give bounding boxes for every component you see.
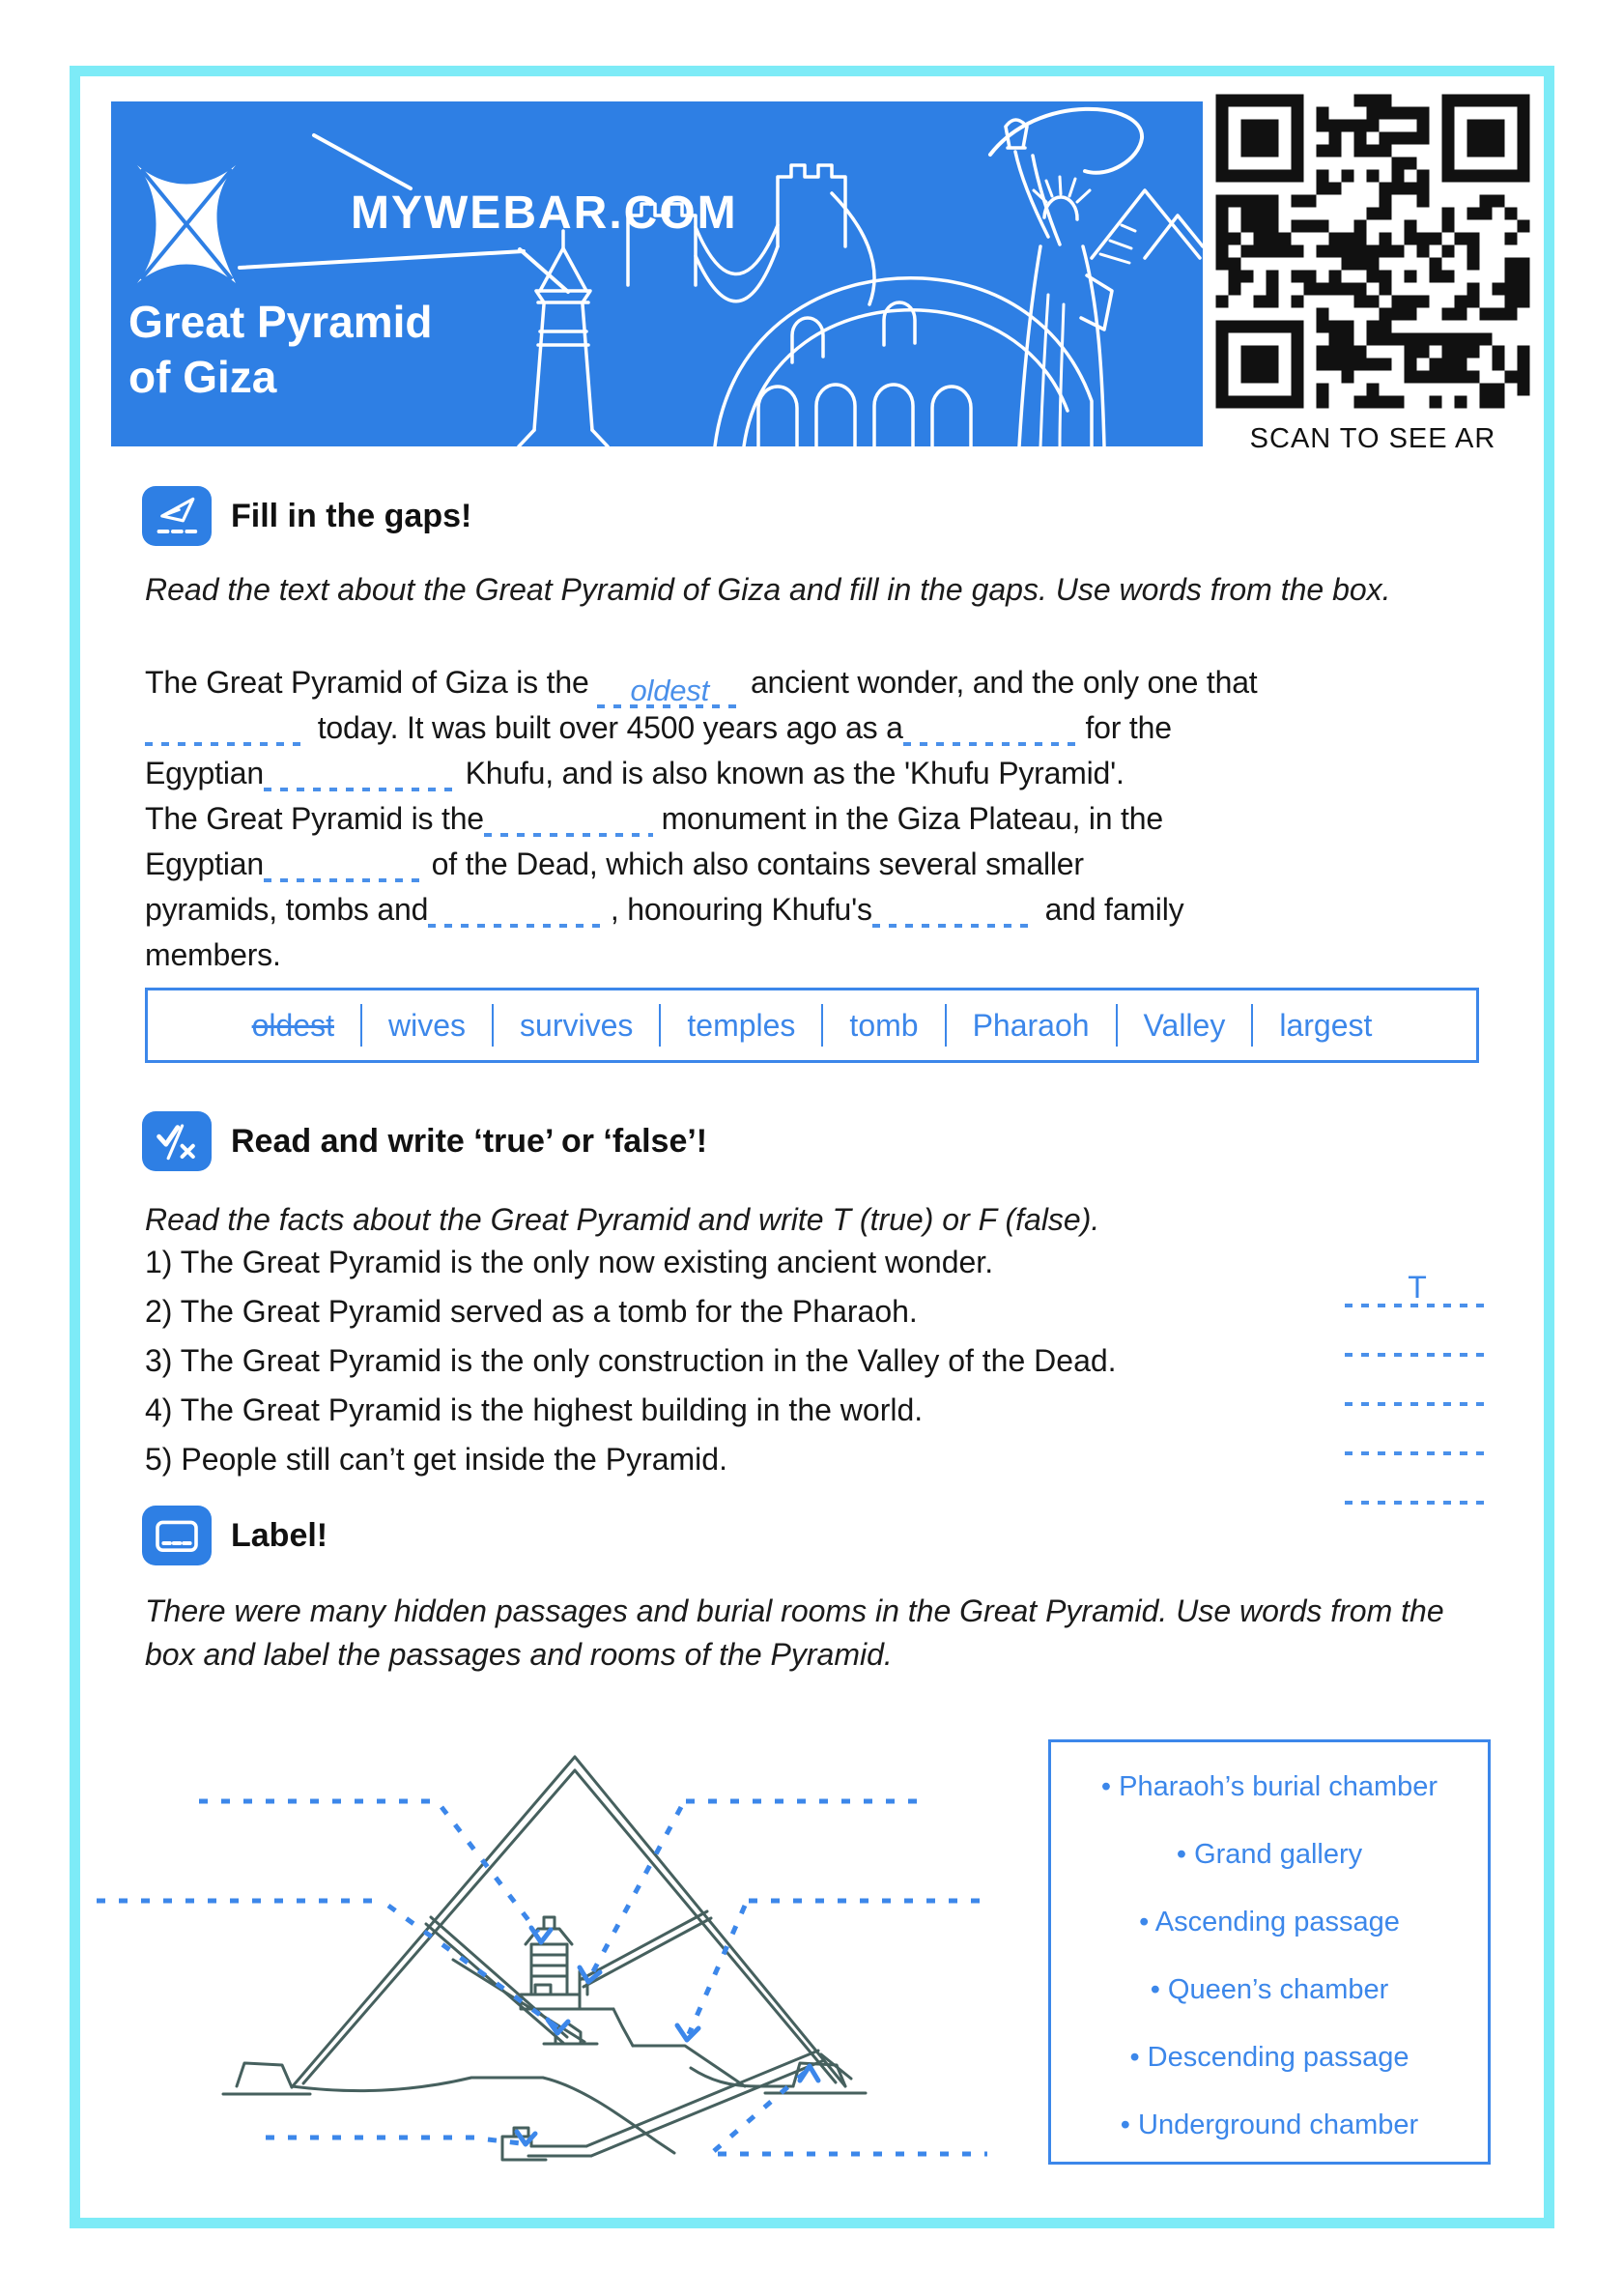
ray-line	[240, 251, 524, 268]
statue-of-liberty-icon	[1006, 120, 1112, 446]
true-false-item	[145, 1442, 1490, 1491]
paragraph-line	[145, 842, 1497, 887]
answer-slot	[1345, 1417, 1490, 1455]
pyramids-icon	[1092, 190, 1203, 263]
landmarks-group	[519, 109, 1203, 446]
paragraph-line	[145, 751, 1497, 796]
true-false-text: 3) The Great Pyramid is the only construction in the Valley of the Dead.	[145, 1343, 1117, 1378]
paragraph-text: ancient wonder, and the only one that	[742, 665, 1258, 700]
word-box-item: temples	[659, 1004, 821, 1047]
gap-blank	[872, 893, 1037, 928]
paragraph-text: , honouring Khufu's	[602, 892, 872, 927]
pencil-draw-icon	[142, 486, 212, 546]
paragraph-text: for the	[1076, 710, 1172, 745]
pyramid-label: • Pharaoh’s burial chamber	[1061, 1771, 1478, 1803]
paragraph-text: The Great Pyramid of Giza is the	[145, 665, 598, 700]
gap-blank	[145, 711, 309, 746]
paragraph-line	[145, 705, 1497, 751]
true-false-heading: Read and write ‘true’ or ‘false’!	[231, 1122, 708, 1160]
qr-code-icon	[1213, 92, 1532, 411]
brand-name: MYWEBAR.COM	[351, 187, 738, 239]
paragraph-text: today. It was built over 4500 years ago as a	[309, 710, 903, 745]
diagram-labels-list	[1051, 1742, 1488, 2141]
answer-slot	[1345, 1367, 1490, 1406]
label-box-icon	[142, 1506, 212, 1565]
gap-blank	[264, 847, 423, 882]
gap-blank	[903, 711, 1077, 746]
pyramid-label: • Queen’s chamber	[1061, 1974, 1478, 2006]
qr-block	[1212, 92, 1533, 455]
colosseum-icon	[715, 278, 1092, 446]
label-heading-row	[142, 1506, 327, 1565]
answer-slot	[1345, 1318, 1490, 1357]
gap-blank	[484, 802, 653, 837]
true-false-text: 2) The Great Pyramid served as a tomb for the Pharaoh.	[145, 1294, 918, 1329]
gap-answer: oldest	[630, 674, 710, 707]
paragraph-line	[145, 660, 1497, 705]
true-false-item	[145, 1245, 1490, 1305]
paragraph-text: Egyptian	[145, 756, 264, 790]
paragraph-text: Egyptian	[145, 847, 264, 881]
paragraph-text: and family	[1036, 892, 1184, 927]
gap-blank	[264, 757, 457, 791]
word-box-item: largest	[1251, 1004, 1398, 1047]
page-title-line2: of Giza	[128, 352, 277, 402]
true-false-instructions: Read the facts about the Great Pyramid and write T (true) or F (false).	[145, 1202, 1100, 1237]
paragraph-text: Khufu, and is also known as the 'Khufu Pyramid'.	[456, 756, 1125, 790]
paragraph-line	[145, 933, 1497, 978]
pyramid-diagram	[92, 1747, 1024, 2187]
answer-slot	[1345, 1466, 1490, 1505]
qr-caption: SCAN TO SEE AR	[1249, 423, 1496, 454]
paragraph-text: The Great Pyramid is the	[145, 801, 484, 836]
paragraph-line	[145, 796, 1497, 842]
ray-line	[314, 135, 411, 188]
paragraph-text: members.	[145, 937, 281, 972]
header-banner	[111, 101, 1203, 446]
gap-blank	[428, 893, 602, 928]
true-false-item	[145, 1343, 1490, 1392]
word-box-item: survives	[492, 1004, 659, 1047]
pyramid-label: • Grand gallery	[1061, 1839, 1478, 1871]
mywebar-logo-icon	[124, 152, 249, 297]
word-box-item: oldest	[251, 1008, 334, 1043]
diagram-labels-box	[1048, 1739, 1491, 2165]
answer-slot	[1345, 1269, 1490, 1307]
true-false-text: 4) The Great Pyramid is the highest building in the world.	[145, 1392, 924, 1427]
gap-paragraph	[145, 660, 1497, 978]
word-box	[145, 988, 1479, 1063]
label-instructions: There were many hidden passages and burial rooms in the Great Pyramid. Use words from the box and label the passages and rooms of the Pyramid.	[145, 1593, 1444, 1672]
true-false-item	[145, 1392, 1490, 1442]
check-cross-icon	[142, 1111, 212, 1171]
paragraph-line	[145, 887, 1497, 933]
word-box-item: wives	[360, 1004, 492, 1047]
pyramid-label: • Underground chamber	[1061, 2109, 1478, 2141]
true-false-list	[145, 1245, 1490, 1491]
page-title-line1: Great Pyramid	[128, 297, 433, 347]
true-false-text: 5) People still can’t get inside the Pyramid.	[145, 1442, 727, 1477]
pyramid-label: • Descending passage	[1061, 2042, 1478, 2074]
fill-gaps-instructions: Read the text about the Great Pyramid of Giza and fill in the gaps. Use words from the box.	[145, 572, 1391, 607]
true-false-heading-row	[142, 1111, 707, 1171]
word-box-item: Pharaoh	[945, 1004, 1116, 1047]
label-heading: Label!	[231, 1516, 328, 1554]
gap-blank	[597, 674, 742, 708]
minaret-icon	[519, 231, 608, 446]
pyramid-label: • Ascending passage	[1061, 1907, 1478, 1938]
page-title	[128, 295, 432, 405]
paragraph-text: monument in the Giza Plateau, in the	[652, 801, 1163, 836]
word-box-item: Valley	[1116, 1004, 1252, 1047]
true-false-item	[145, 1294, 1490, 1343]
paragraph-text: pyramids, tombs and	[145, 892, 429, 927]
fill-gaps-heading-row	[142, 486, 471, 546]
fill-gaps-heading: Fill in the gaps!	[231, 497, 472, 534]
word-box-item: tomb	[821, 1004, 944, 1047]
answer-value: T	[1408, 1270, 1427, 1305]
paragraph-text: of the Dead, which also contains several smaller	[422, 847, 1084, 881]
true-false-text: 1) The Great Pyramid is the only now existing ancient wonder.	[145, 1245, 994, 1279]
